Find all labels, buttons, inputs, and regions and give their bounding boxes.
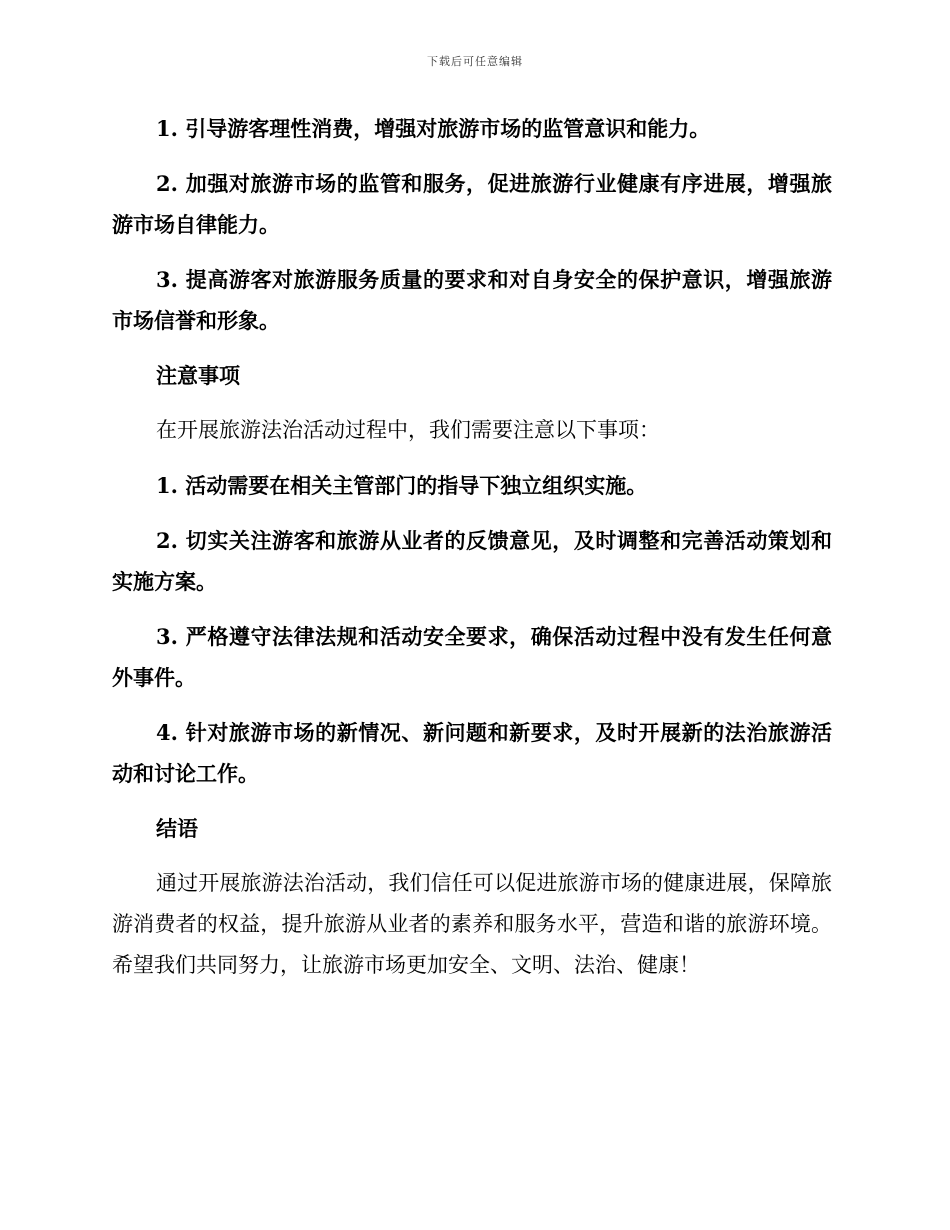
goal-item-2: 2. 加强对旅游市场的监管和服务，促进旅游行业健康有序进展，增强旅游市场自律能力。	[112, 171, 832, 237]
page-header-note: 下载后可任意编辑	[427, 55, 523, 68]
note-item-2: 2. 切实关注游客和旅游从业者的反馈意见，及时调整和完善活动策划和实施方案。	[112, 528, 832, 594]
conclusion-text: 通过开展旅游法治活动，我们信任可以促进旅游市场的健康进展，保障旅游消费者的权益，提升旅游从业者的素养和服务水平，营造和谐的旅游环境。希望我们共同努力，让旅游市场更加安全、文明、法治、健康！	[112, 871, 832, 977]
document-body	[112, 108, 832, 1000]
section-heading-conclusion: 结语	[156, 816, 198, 841]
note-item-1: 1. 活动需要在相关主管部门的指导下独立组织实施。	[156, 473, 648, 498]
notes-intro: 在开展旅游法治活动过程中，我们需要注意以下事项：	[156, 418, 660, 442]
note-item-4: 4. 针对旅游市场的新情况、新问题和新要求，及时开展新的法治旅游活动和讨论工作。	[112, 720, 832, 786]
goal-item-1: 1. 引导游客理性消费，增强对旅游市场的监管意识和能力。	[156, 116, 711, 141]
note-item-3: 3. 严格遵守法律法规和活动安全要求，确保活动过程中没有发生任何意外事件。	[112, 624, 832, 690]
goal-item-3: 3. 提高游客对旅游服务质量的要求和对自身安全的保护意识，增强旅游市场信誉和形象。	[112, 267, 832, 333]
section-heading-notes: 注意事项	[156, 363, 240, 388]
